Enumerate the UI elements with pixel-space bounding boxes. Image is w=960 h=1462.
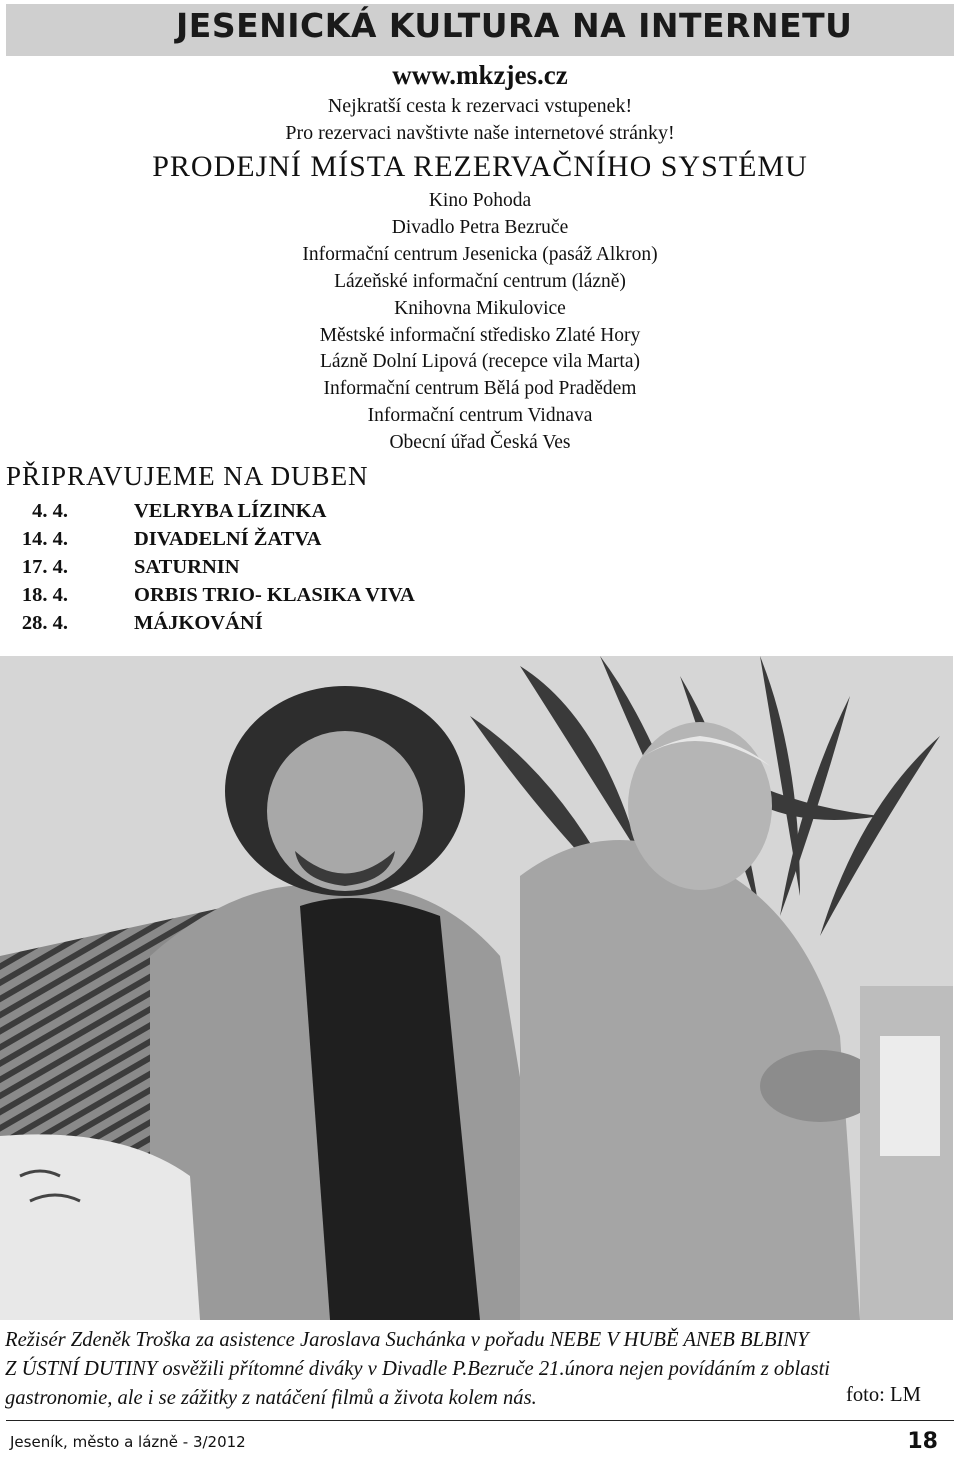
event-row: [0, 556, 600, 584]
photo-caption: [5, 1326, 955, 1413]
sales-point: Lázně Dolní Lipová (recepce vila Marta): [320, 351, 640, 373]
sales-point: Informační centrum Jesenicka (pasáž Alkron): [302, 243, 658, 265]
event-row: [0, 500, 600, 528]
page-title: JESENICKÁ KULTURA NA INTERNETU: [176, 6, 853, 45]
event-date: 4. 4.: [32, 500, 68, 522]
event-name: MÁJKOVÁNÍ: [134, 612, 263, 634]
event-date: 17. 4.: [21, 556, 68, 578]
caption-line: Režisér Zdeněk Troška za asistence Jaroslava Suchánka v pořadu NEBE V HUBĚ ANEB BLBINY: [5, 1329, 809, 1351]
sales-point: Lázeňské informační centrum (lázně): [334, 270, 626, 292]
event-photo: [0, 656, 953, 1320]
photo-credit: foto: LM: [846, 1384, 921, 1406]
page-number: 18: [907, 1429, 938, 1454]
reservation-instruction: Pro rezervaci navštivte naše internetové stránky!: [285, 122, 675, 144]
sales-point: Městské informační středisko Zlaté Hory: [319, 324, 641, 346]
sales-point: Kino Pohoda: [428, 190, 532, 211]
event-name: DIVADELNÍ ŽATVA: [134, 528, 322, 550]
event-date: 28. 4.: [21, 612, 68, 634]
sales-point: Obecní úřad Česká Ves: [389, 432, 571, 454]
event-name: VELRYBA LÍZINKA: [134, 500, 327, 522]
publication-name: Jeseník, město a lázně - 3/2012: [10, 1433, 246, 1451]
event-row: [0, 584, 600, 612]
event-row: [0, 528, 600, 556]
sales-point: Knihovna Mikulovice: [394, 297, 566, 319]
caption-line: Z ÚSTNÍ DUTINY osvěžili přítomné diváky v Divadle P.Bezruče 21.února nejen povídáním z oblasti: [5, 1358, 831, 1380]
footer-divider: [6, 1420, 954, 1421]
upcoming-events-heading: PŘIPRAVUJEME NA DUBEN: [6, 461, 369, 491]
sales-point: Informační centrum Bělá pod Pradědem: [323, 378, 637, 400]
event-row: [0, 612, 600, 640]
event-date: 18. 4.: [21, 584, 68, 606]
sales-points-list: [0, 188, 960, 457]
sales-point: Divadlo Petra Bezruče: [391, 216, 569, 238]
event-name: SATURNIN: [134, 556, 240, 578]
sales-point: Informační centrum Vidnava: [367, 405, 593, 427]
website-url[interactable]: www.mkzjes.cz: [392, 60, 568, 90]
reservation-tagline: Nejkratší cesta k rezervaci vstupenek!: [327, 95, 633, 117]
event-name: ORBIS TRIO- KLASIKA VIVA: [134, 584, 415, 606]
event-date: 14. 4.: [21, 528, 68, 550]
sales-points-heading: PRODEJNÍ MÍSTA REZERVAČNÍHO SYSTÉMU: [152, 150, 808, 183]
caption-line: gastronomie, ale i se zážitky z natáčení filmů a života kolem nás.: [5, 1387, 537, 1409]
